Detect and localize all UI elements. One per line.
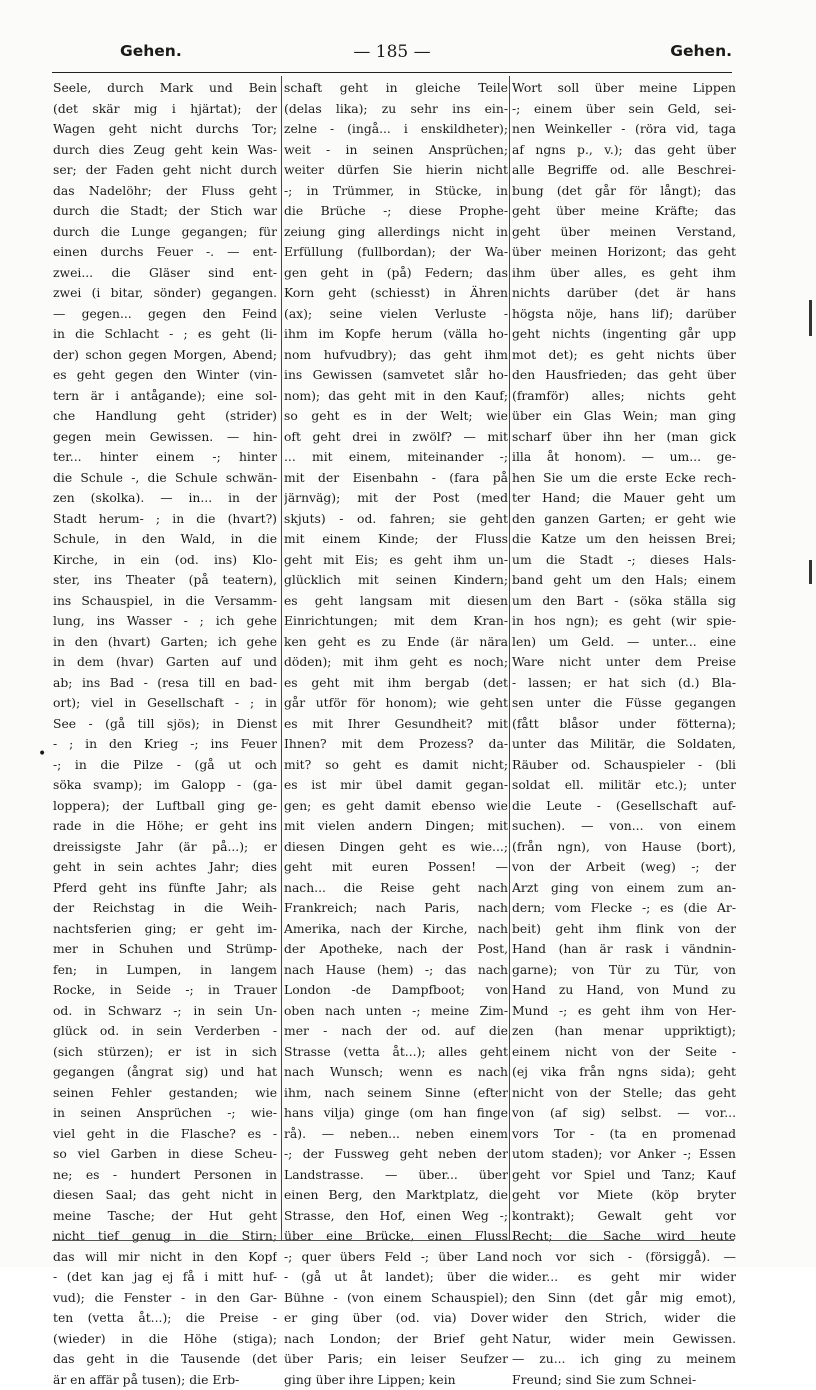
text-line: London -de Dampfboot; von xyxy=(284,980,508,1001)
text-line: hans vilja) ginge (om han finge xyxy=(284,1103,508,1124)
text-line: Ware nicht unter dem Preise xyxy=(512,652,736,673)
text-line: rade in die Höhe; er geht ins xyxy=(53,816,277,837)
text-line: nach Hause (hem) -; das nach xyxy=(284,960,508,981)
text-line: geht über meine Kräfte; das xyxy=(512,201,736,222)
text-line: nach... die Reise geht nach xyxy=(284,878,508,899)
text-line: zen (han menar uppriktigt); xyxy=(512,1021,736,1042)
text-line: (fått blåsor under fötterna); xyxy=(512,714,736,735)
text-line: von der Arbeit (weg) -; der xyxy=(512,857,736,878)
text-line: gen geht in (på) Federn; das xyxy=(284,263,508,284)
text-line: Natur, wider mein Gewissen. xyxy=(512,1329,736,1350)
text-line: ihm über alles, es geht ihm xyxy=(512,263,736,284)
text-line: ten (vetta åt...); die Preise - xyxy=(53,1308,277,1329)
text-line: in seinen Ansprüchen -; wie- xyxy=(53,1103,277,1124)
text-line: Frankreich; nach Paris, nach xyxy=(284,898,508,919)
text-line: vud); die Fenster - in den Gar- xyxy=(53,1288,277,1309)
text-line: (ax); seine vielen Verluste - xyxy=(284,304,508,325)
text-line: schaft geht in gleiche Teile xyxy=(284,78,508,99)
page-edge-mark xyxy=(809,560,812,584)
text-line: (framför) alles; nichts geht xyxy=(512,386,736,407)
text-line: See - (gå till sjös); in Dienst xyxy=(53,714,277,735)
text-line: seinen Fehler gestanden; wie xyxy=(53,1083,277,1104)
text-line: ihm im Kopfe herum (välla ho- xyxy=(284,324,508,345)
text-line: so viel Garben in diese Scheu- xyxy=(53,1144,277,1165)
text-line: über ein Glas Wein; man ging xyxy=(512,406,736,427)
text-line: gegangen (ångrat sig) und hat xyxy=(53,1062,277,1083)
text-line: das will mir nicht in den Kopf xyxy=(53,1247,277,1268)
text-line: nicht von der Stelle; das geht xyxy=(512,1083,736,1104)
text-line: geht vor Spiel und Tanz; Kauf xyxy=(512,1165,736,1186)
text-line: zelne - (ingå... i enskildheter); xyxy=(284,119,508,140)
text-line: är en affär på tusen); die Erb- xyxy=(53,1370,277,1390)
footer-rule xyxy=(52,1240,734,1241)
text-line: (det skär mig i hjärtat); der xyxy=(53,99,277,120)
text-line: loppera); der Luftball ging ge- xyxy=(53,796,277,817)
text-line: ... mit einem, miteinander -; xyxy=(284,447,508,468)
margin-dot: • xyxy=(38,746,46,762)
text-line: einen durchs Feuer -. — ent- xyxy=(53,242,277,263)
text-line: går utför för honom); wie geht xyxy=(284,693,508,714)
text-line: weit - in seinen Ansprüchen; xyxy=(284,140,508,161)
text-line: ins Schauspiel, in die Versamm- xyxy=(53,591,277,612)
text-line: über meinen Horizont; das geht xyxy=(512,242,736,263)
text-line: meine Tasche; der Hut geht xyxy=(53,1206,277,1227)
text-line: um die Stadt -; dieses Hals- xyxy=(512,550,736,571)
text-line: mot det); es geht nichts über xyxy=(512,345,736,366)
text-line: einem nicht von der Seite - xyxy=(512,1042,736,1063)
text-line: wider... es geht mir wider xyxy=(512,1267,736,1288)
header-rule xyxy=(52,72,732,73)
text-line: die Leute - (Gesellschaft auf- xyxy=(512,796,736,817)
text-line: in die Schlacht - ; es geht (li- xyxy=(53,324,277,345)
text-line: — zu... ich ging zu meinem xyxy=(512,1349,736,1370)
text-line: einen Berg, den Marktplatz, die xyxy=(284,1185,508,1206)
text-line: ab; ins Bad - (resa till en bad- xyxy=(53,673,277,694)
text-line: Mund -; es geht ihm von Her- xyxy=(512,1001,736,1022)
text-line: soldat ell. militär etc.); unter xyxy=(512,775,736,796)
text-line: mer - nach der od. auf die xyxy=(284,1021,508,1042)
text-line: er ging über (od. via) Dover xyxy=(284,1308,508,1329)
text-line: die Schule -, die Schule schwän- xyxy=(53,468,277,489)
text-line: um den Bart - (söka ställa sig xyxy=(512,591,736,612)
text-line: ging über ihre Lippen; kein xyxy=(284,1370,508,1390)
text-line: durch dies Zeug geht kein Was- xyxy=(53,140,277,161)
text-line: Pferd geht ins fünfte Jahr; als xyxy=(53,878,277,899)
text-line: geht mit euren Possen! — xyxy=(284,857,508,878)
text-line: (från ngn), von Hause (bort), xyxy=(512,837,736,858)
text-line: -; der Fussweg geht neben der xyxy=(284,1144,508,1165)
text-line: nachtsferien ging; er geht im- xyxy=(53,919,277,940)
text-line: tern är i antågande); eine sol- xyxy=(53,386,277,407)
text-line: durch die Stadt; der Stich war xyxy=(53,201,277,222)
text-line: es geht mit ihm bergab (det xyxy=(284,673,508,694)
text-line: Strasse (vetta åt...); alles geht xyxy=(284,1042,508,1063)
text-line: Räuber od. Schauspieler - (bli xyxy=(512,755,736,776)
text-line: über Paris; ein leiser Seufzer xyxy=(284,1349,508,1370)
text-line: diesen Dingen geht es wie...; xyxy=(284,837,508,858)
text-line: (wieder) in die Höhe (stiga); xyxy=(53,1329,277,1350)
text-line: ster, ins Theater (på teatern), xyxy=(53,570,277,591)
text-line: es mit Ihrer Gesundheit? mit xyxy=(284,714,508,735)
text-line: od. in Schwarz -; in sein Un- xyxy=(53,1001,277,1022)
text-line: zwei... die Gläser sind ent- xyxy=(53,263,277,284)
text-line: mit der Eisenbahn - (fara på xyxy=(284,468,508,489)
text-line: in hos ngn); es geht (wir spie- xyxy=(512,611,736,632)
text-line: beit) geht ihm flink von der xyxy=(512,919,736,940)
text-line: Amerika, nach der Kirche, nach xyxy=(284,919,508,940)
text-line: ne; es - hundert Personen in xyxy=(53,1165,277,1186)
text-line: kontrakt); Gewalt geht vor xyxy=(512,1206,736,1227)
text-line: af ngns p., v.); das geht über xyxy=(512,140,736,161)
text-line: zwei (i bitar, sönder) gegangen. xyxy=(53,283,277,304)
text-line: nichts darüber (det är hans xyxy=(512,283,736,304)
text-line: ser; der Faden geht nicht durch xyxy=(53,160,277,181)
text-line: - (gå ut åt landet); über die xyxy=(284,1267,508,1288)
text-line: Stadt herum- ; in die (hvart?) xyxy=(53,509,277,530)
text-line: söka svamp); im Galopp - (ga- xyxy=(53,775,277,796)
text-line: geht nichts (ingenting går upp xyxy=(512,324,736,345)
text-line: dern; vom Flecke -; es (die Ar- xyxy=(512,898,736,919)
text-line: mer in Schuhen und Strümp- xyxy=(53,939,277,960)
text-line: vors Tor - (ta en promenad xyxy=(512,1124,736,1145)
text-line: Ihnen? mit dem Prozess? da- xyxy=(284,734,508,755)
text-line: hen Sie um die erste Ecke rech- xyxy=(512,468,736,489)
running-head xyxy=(52,42,732,72)
text-line: der Reichstag in die Weih- xyxy=(53,898,277,919)
text-line: den Sinn (det går mig emot), xyxy=(512,1288,736,1309)
text-line: skjuts) - od. fahren; sie geht xyxy=(284,509,508,530)
text-line: viel geht in die Flasche? es - xyxy=(53,1124,277,1145)
text-line: das Nadelöhr; der Fluss geht xyxy=(53,181,277,202)
text-line: sen unter die Füsse gegangen xyxy=(512,693,736,714)
header-right-keyword: Gehen. xyxy=(670,42,732,60)
text-line: wider den Strich, wider die xyxy=(512,1308,736,1329)
text-line: den Hausfrieden; das geht über xyxy=(512,365,736,386)
text-line: ins Gewissen (samvetet slår ho- xyxy=(284,365,508,386)
text-line: oft geht drei in zwölf? — mit xyxy=(284,427,508,448)
text-line: diesen Saal; das geht nicht in xyxy=(53,1185,277,1206)
text-line: Strasse, den Hof, einen Weg -; xyxy=(284,1206,508,1227)
text-line: — gegen... gegen den Feind xyxy=(53,304,277,325)
text-line: in den (hvart) Garten; ich gehe xyxy=(53,632,277,653)
text-line: illa åt honom). — um... ge- xyxy=(512,447,736,468)
text-line: döden); mit ihm geht es noch; xyxy=(284,652,508,673)
text-line: geht über meinen Verstand, xyxy=(512,222,736,243)
text-line: Einrichtungen; mit dem Kran- xyxy=(284,611,508,632)
text-line: so geht es in der Welt; wie xyxy=(284,406,508,427)
text-line: dreissigste Jahr (är på...); er xyxy=(53,837,277,858)
text-line: glück od. in sein Verderben - xyxy=(53,1021,277,1042)
text-line: nach London; der Brief geht xyxy=(284,1329,508,1350)
text-line: Kirche, in ein (od. ins) Klo- xyxy=(53,550,277,571)
text-line: weiter dürfen Sie hierin nicht xyxy=(284,160,508,181)
text-line: es geht langsam mit diesen xyxy=(284,591,508,612)
text-line: Bühne - (von einem Schauspiel); xyxy=(284,1288,508,1309)
text-line: Wagen geht nicht durchs Tor; xyxy=(53,119,277,140)
text-line: Hand zu Hand, von Mund zu xyxy=(512,980,736,1001)
text-line: lung, ins Wasser - ; ich gehe xyxy=(53,611,277,632)
header-left-keyword: Gehen. xyxy=(120,42,182,60)
text-line: zeiung ging allerdings nicht in xyxy=(284,222,508,243)
text-line: -; einem über sein Geld, sei- xyxy=(512,99,736,120)
text-line: ter Hand; die Mauer geht um xyxy=(512,488,736,509)
text-line: die Katze um den heissen Brei; xyxy=(512,529,736,550)
text-line: ihm, nach seinem Sinne (efter xyxy=(284,1083,508,1104)
text-line: rå). — neben... neben einem xyxy=(284,1124,508,1145)
text-line: utom staden); vor Anker -; Essen xyxy=(512,1144,736,1165)
column-divider xyxy=(281,76,282,1240)
text-line: -; in Trümmer, in Stücke, in xyxy=(284,181,508,202)
text-line: len) um Geld. — unter... eine xyxy=(512,632,736,653)
text-line: Schule, in den Wald, in die xyxy=(53,529,277,550)
text-line: nom hufvudbry); das geht ihm xyxy=(284,345,508,366)
text-line: mit? so geht es damit nicht; xyxy=(284,755,508,776)
text-line: der) schon gegen Morgen, Abend; xyxy=(53,345,277,366)
text-line: den ganzen Garten; er geht wie xyxy=(512,509,736,530)
text-line: nom); das geht mit in den Kauf; xyxy=(284,386,508,407)
text-line: - ; in den Krieg -; ins Feuer xyxy=(53,734,277,755)
text-line: noch vor sich - (försiggå). — xyxy=(512,1247,736,1268)
text-line: geht in sein achtes Jahr; dies xyxy=(53,857,277,878)
text-line: band geht um den Hals; einem xyxy=(512,570,736,591)
text-line: durch die Lunge gegangen; für xyxy=(53,222,277,243)
text-line: mit vielen andern Dingen; mit xyxy=(284,816,508,837)
text-line: unter das Militär, die Soldaten, xyxy=(512,734,736,755)
text-line: ken geht es zu Ende (är nära xyxy=(284,632,508,653)
text-line: in dem (hvar) Garten auf und xyxy=(53,652,277,673)
text-line: es geht gegen den Winter (vin- xyxy=(53,365,277,386)
text-line: che Handlung geht (strider) xyxy=(53,406,277,427)
text-line: geht vor Miete (köp bryter xyxy=(512,1185,736,1206)
text-line: nach Wunsch; wenn es nach xyxy=(284,1062,508,1083)
text-line: ort); viel in Gesellschaft - ; in xyxy=(53,693,277,714)
text-line: zen (skolka). — in... in der xyxy=(53,488,277,509)
text-column-left xyxy=(53,78,277,1390)
text-line: geht mit Eis; es geht ihm un- xyxy=(284,550,508,571)
page-number: — 185 — xyxy=(52,42,732,62)
text-line: Korn geht (schiesst) in Ähren xyxy=(284,283,508,304)
text-line: glücklich mit seinen Kindern; xyxy=(284,570,508,591)
text-line: oben nach unten -; meine Zim- xyxy=(284,1001,508,1022)
text-line: Arzt ging von einem zum an- xyxy=(512,878,736,899)
text-line: (ej vika från ngns sida); geht xyxy=(512,1062,736,1083)
text-line: Erfüllung (fullbordan); der Wa- xyxy=(284,242,508,263)
text-line: nicht tief genug in die Stirn; xyxy=(53,1226,277,1247)
text-line: der Apotheke, nach der Post, xyxy=(284,939,508,960)
text-line: Rocke, in Seide -; in Trauer xyxy=(53,980,277,1001)
text-line: Freund; sind Sie zum Schnei- xyxy=(512,1370,736,1390)
text-line: -; in die Pilze - (gå ut och xyxy=(53,755,277,776)
text-line: ter... hinter einem -; hinter xyxy=(53,447,277,468)
text-line: mit einem Kinde; der Fluss xyxy=(284,529,508,550)
text-line: gegen mein Gewissen. — hin- xyxy=(53,427,277,448)
text-line: Recht; die Sache wird heute xyxy=(512,1226,736,1247)
text-line: das geht in die Tausende (det xyxy=(53,1349,277,1370)
text-line: alle Begriffe od. alle Beschrei- xyxy=(512,160,736,181)
text-line: -; quer übers Feld -; über Land xyxy=(284,1247,508,1268)
text-line: über eine Brücke, einen Fluss xyxy=(284,1226,508,1247)
page-edge-mark xyxy=(809,300,812,336)
text-line: bung (det går för långt); das xyxy=(512,181,736,202)
text-line: Seele, durch Mark und Bein xyxy=(53,78,277,99)
text-line: nen Weinkeller - (röra vid, taga xyxy=(512,119,736,140)
text-line: scharf über ihn her (man gick xyxy=(512,427,736,448)
text-line: gen; es geht damit ebenso wie xyxy=(284,796,508,817)
text-line: (delas lika); zu sehr ins ein- xyxy=(284,99,508,120)
text-line: suchen). — von... von einem xyxy=(512,816,736,837)
text-line: (sich stürzen); er ist in sich xyxy=(53,1042,277,1063)
text-line: Landstrasse. — über... über xyxy=(284,1165,508,1186)
text-line: - (det kan jag ej få i mitt huf- xyxy=(53,1267,277,1288)
column-divider xyxy=(509,76,510,1240)
text-line: Hand (han är rask i vändnin- xyxy=(512,939,736,960)
text-line: - lassen; er hat sich (d.) Bla- xyxy=(512,673,736,694)
text-line: es ist mir übel damit gegan- xyxy=(284,775,508,796)
text-column-middle xyxy=(284,78,508,1390)
text-line: högsta nöje, hans lif); darüber xyxy=(512,304,736,325)
text-column-right xyxy=(512,78,736,1390)
text-line: von (af sig) selbst. — vor... xyxy=(512,1103,736,1124)
text-line: garne); von Tür zu Tür, von xyxy=(512,960,736,981)
text-line: die Brüche -; diese Prophe- xyxy=(284,201,508,222)
text-line: fen; in Lumpen, in langem xyxy=(53,960,277,981)
text-line: järnväg); mit der Post (med xyxy=(284,488,508,509)
text-line: Wort soll über meine Lippen xyxy=(512,78,736,99)
